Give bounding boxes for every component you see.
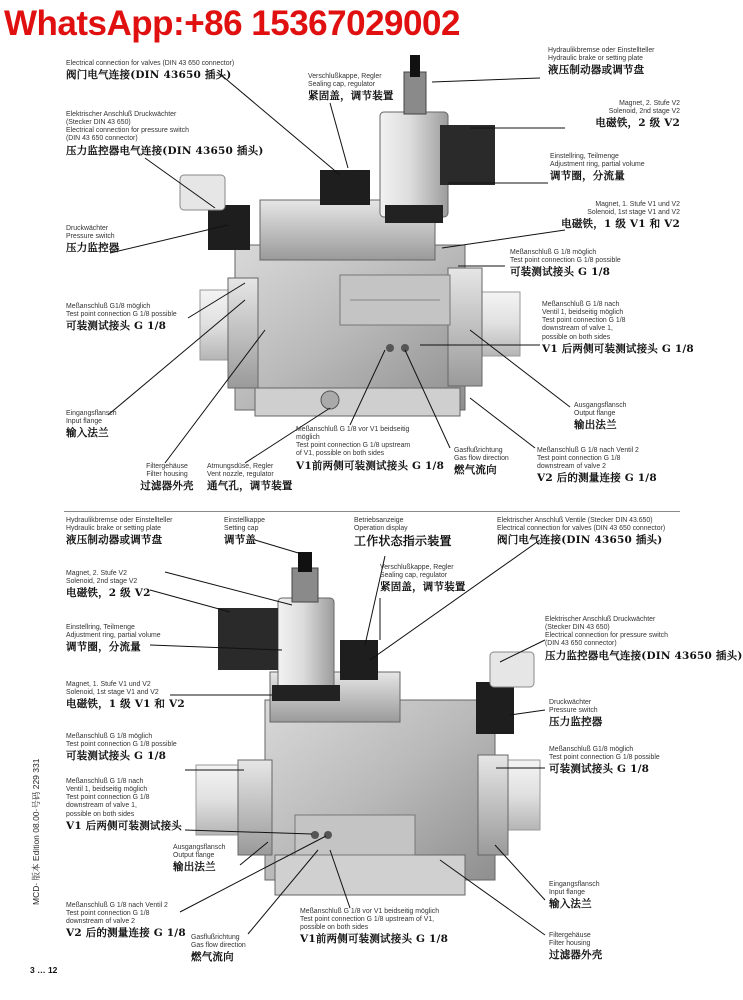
bottom-label-adjustment-ring: Einstellring, Teilmenge Adjustment ring, partial volume 调节圈，分流量 <box>66 624 161 654</box>
top-label-test-point-before-v1: Meßanschluß G 1/8 vor V1 beidseitig möglich Test point connection G 1/8 upstream of V1, possible on both sides V1前两侧可装测试接头 G 1/8 <box>296 426 445 472</box>
top-label-pressure-switch: Druckwächter Pressure switch 压力监控器 <box>66 225 120 255</box>
whatsapp-watermark: WhatsApp:+86 15367029002 <box>4 4 460 43</box>
bottom-label-pressure-switch-connection: Elektrischer Anschluß Druckwächter (Stecker DIN 43 650) Electrical connection for pressure switch (DIN 43 650 connector) 压力监控器电气连接(DIN 43650 插头) <box>545 616 743 662</box>
bottom-label-operation-display: Betriebsanzeige Operation display 工作状态指示装置 <box>354 517 452 549</box>
bottom-label-hydraulic-brake: Hydraulikbremse oder Einstellteller Hydraulic brake or setting plate 液压制动器或调节盘 <box>66 517 173 547</box>
bottom-label-input-flange: Eingangsflansch Input flange 输入法兰 <box>549 881 600 911</box>
top-label-sealing-cap: Verschlußkappe, Regler Sealing cap, regulator 紧固盖，调节装置 <box>308 73 394 103</box>
top-valve-drawing <box>180 55 520 416</box>
bottom-label-test-point-right: Meßanschluß G1/8 möglich Test point connection G 1/8 possible 可装测试接头 G 1/8 <box>549 746 660 776</box>
bottom-label-sealing-cap: Verschlußkappe, Regler Sealing cap, regulator 紧固盖，调节装置 <box>380 564 466 594</box>
bottom-label-test-point-before-v1: Meßanschluß G 1/8 vor V1 beidseitig möglich Test point connection G 1/8 upstream of V1, possible on both sides V1前两侧可装测试接头 G 1/8 <box>300 908 449 946</box>
top-label-input-flange: Eingangsflansch Input flange 输入法兰 <box>66 410 117 440</box>
top-label-adjustment-ring: Einstellring, Teilmenge Adjustment ring, partial volume 调节圈，分流量 <box>550 153 645 183</box>
bottom-label-solenoid-stage1: Magnet, 1. Stufe V1 und V2 Solenoid, 1st stage V1 and V2 电磁铁，1 级 V1 和 V2 <box>66 681 185 711</box>
bottom-label-filter-housing: Filtergehäuse Filter housing 过滤器外壳 <box>549 932 603 962</box>
bottom-label-output-flange: Ausgangsflansch Output flange 输出法兰 <box>173 844 226 874</box>
bottom-label-solenoid-stage2: Magnet, 2. Stufe V2 Solenoid, 2nd stage V2 电磁铁，2 级 V2 <box>66 570 151 600</box>
bottom-label-test-point-after-v2: Meßanschluß G 1/8 nach Ventil 2 Test point connection G 1/8 downstream of valve 2 V2 后的测量连接 G 1/8 <box>66 902 186 940</box>
bottom-valve-drawing <box>196 552 540 895</box>
top-label-test-point-left: Meßanschluß G1/8 möglich Test point connection G 1/8 possible 可装测试接头 G 1/8 <box>66 303 177 333</box>
top-label-gas-flow: Gasflußrichtung Gas flow direction 燃气流向 <box>454 447 509 477</box>
bottom-label-setting-cap: Einstellkappe Setting cap 调节盖 <box>224 517 265 547</box>
bottom-label-pressure-switch: Druckwächter Pressure switch 压力监控器 <box>549 699 603 729</box>
bottom-label-test-point-left: Meßanschluß G 1/8 möglich Test point connection G 1/8 possible 可装测试接头 G 1/8 <box>66 733 177 763</box>
edition-note-text: MCD· 版本 Edition 08.00·号码 229 331 <box>31 758 41 905</box>
top-label-vent-nozzle: Atmungsdüse, Regler Vent nozzle, regulator 通气孔，调节装置 <box>207 463 293 493</box>
edition-note <box>30 758 42 917</box>
top-label-pressure-switch-connection: Elektrischer Anschluß Druckwächter (Stecker DIN 43 650) Electrical connection for pressure switch (DIN 43 650 connector) 压力监控器电气连接(DIN 43650 插头) <box>66 111 264 157</box>
top-label-output-flange: Ausgangsflansch Output flange 输出法兰 <box>574 402 627 432</box>
top-label-filter-housing: Filtergehäuse Filter housing 过滤器外壳 <box>140 463 194 493</box>
bottom-label-test-point-after-v1: Meßanschluß G 1/8 nach Ventil 1, beidseitig möglich Test point connection G 1/8 downstream of valve 1, possible on both sides V1 后两侧可装测试接头 <box>66 778 183 832</box>
top-label-solenoid-stage2: Magnet, 2. Stufe V2 Solenoid, 2nd stage V2 电磁铁，2 级 V2 <box>595 100 680 130</box>
section-divider <box>64 511 680 512</box>
top-label-test-point-after-v2: Meßanschluß G 1/8 nach Ventil 2 Test point connection G 1/8 downstream of valve 2 V2 后的测量连接 G 1/8 <box>537 447 657 485</box>
top-label-solenoid-stage1: Magnet, 1. Stufe V1 und V2 Solenoid, 1st stage V1 and V2 电磁铁，1 级 V1 和 V2 <box>561 201 680 231</box>
bottom-label-gas-flow: Gasflußrichtung Gas flow direction 燃气流向 <box>191 934 246 964</box>
top-label-valve-electrical-connection: Electrical connection for valves (DIN 43 650 connector) 阀门电气连接(DIN 43650 插头) <box>66 60 235 82</box>
page-number: 3 … 12 <box>30 965 58 975</box>
top-label-hydraulic-brake: Hydraulikbremse oder Einstellteller Hydraulic brake or setting plate 液压制动器或调节盘 <box>548 47 655 77</box>
top-label-test-point-after-v1: Meßanschluß G 1/8 nach Ventil 1, beidseitig möglich Test point connection G 1/8 downstream of valve 1, possible on both sides V1 后两侧可装测试接头 G 1/8 <box>542 301 694 355</box>
top-label-test-point-right: Meßanschluß G 1/8 möglich Test point connection G 1/8 possible 可装测试接头 G 1/8 <box>510 249 621 279</box>
bottom-label-valve-electrical-connection: Elektrischer Anschluß Ventile (Stecker DIN 43.650) Electrical connection for valves (DIN 43 650 connector) 阀门电气连接(DIN 43650 插头) <box>497 517 666 547</box>
